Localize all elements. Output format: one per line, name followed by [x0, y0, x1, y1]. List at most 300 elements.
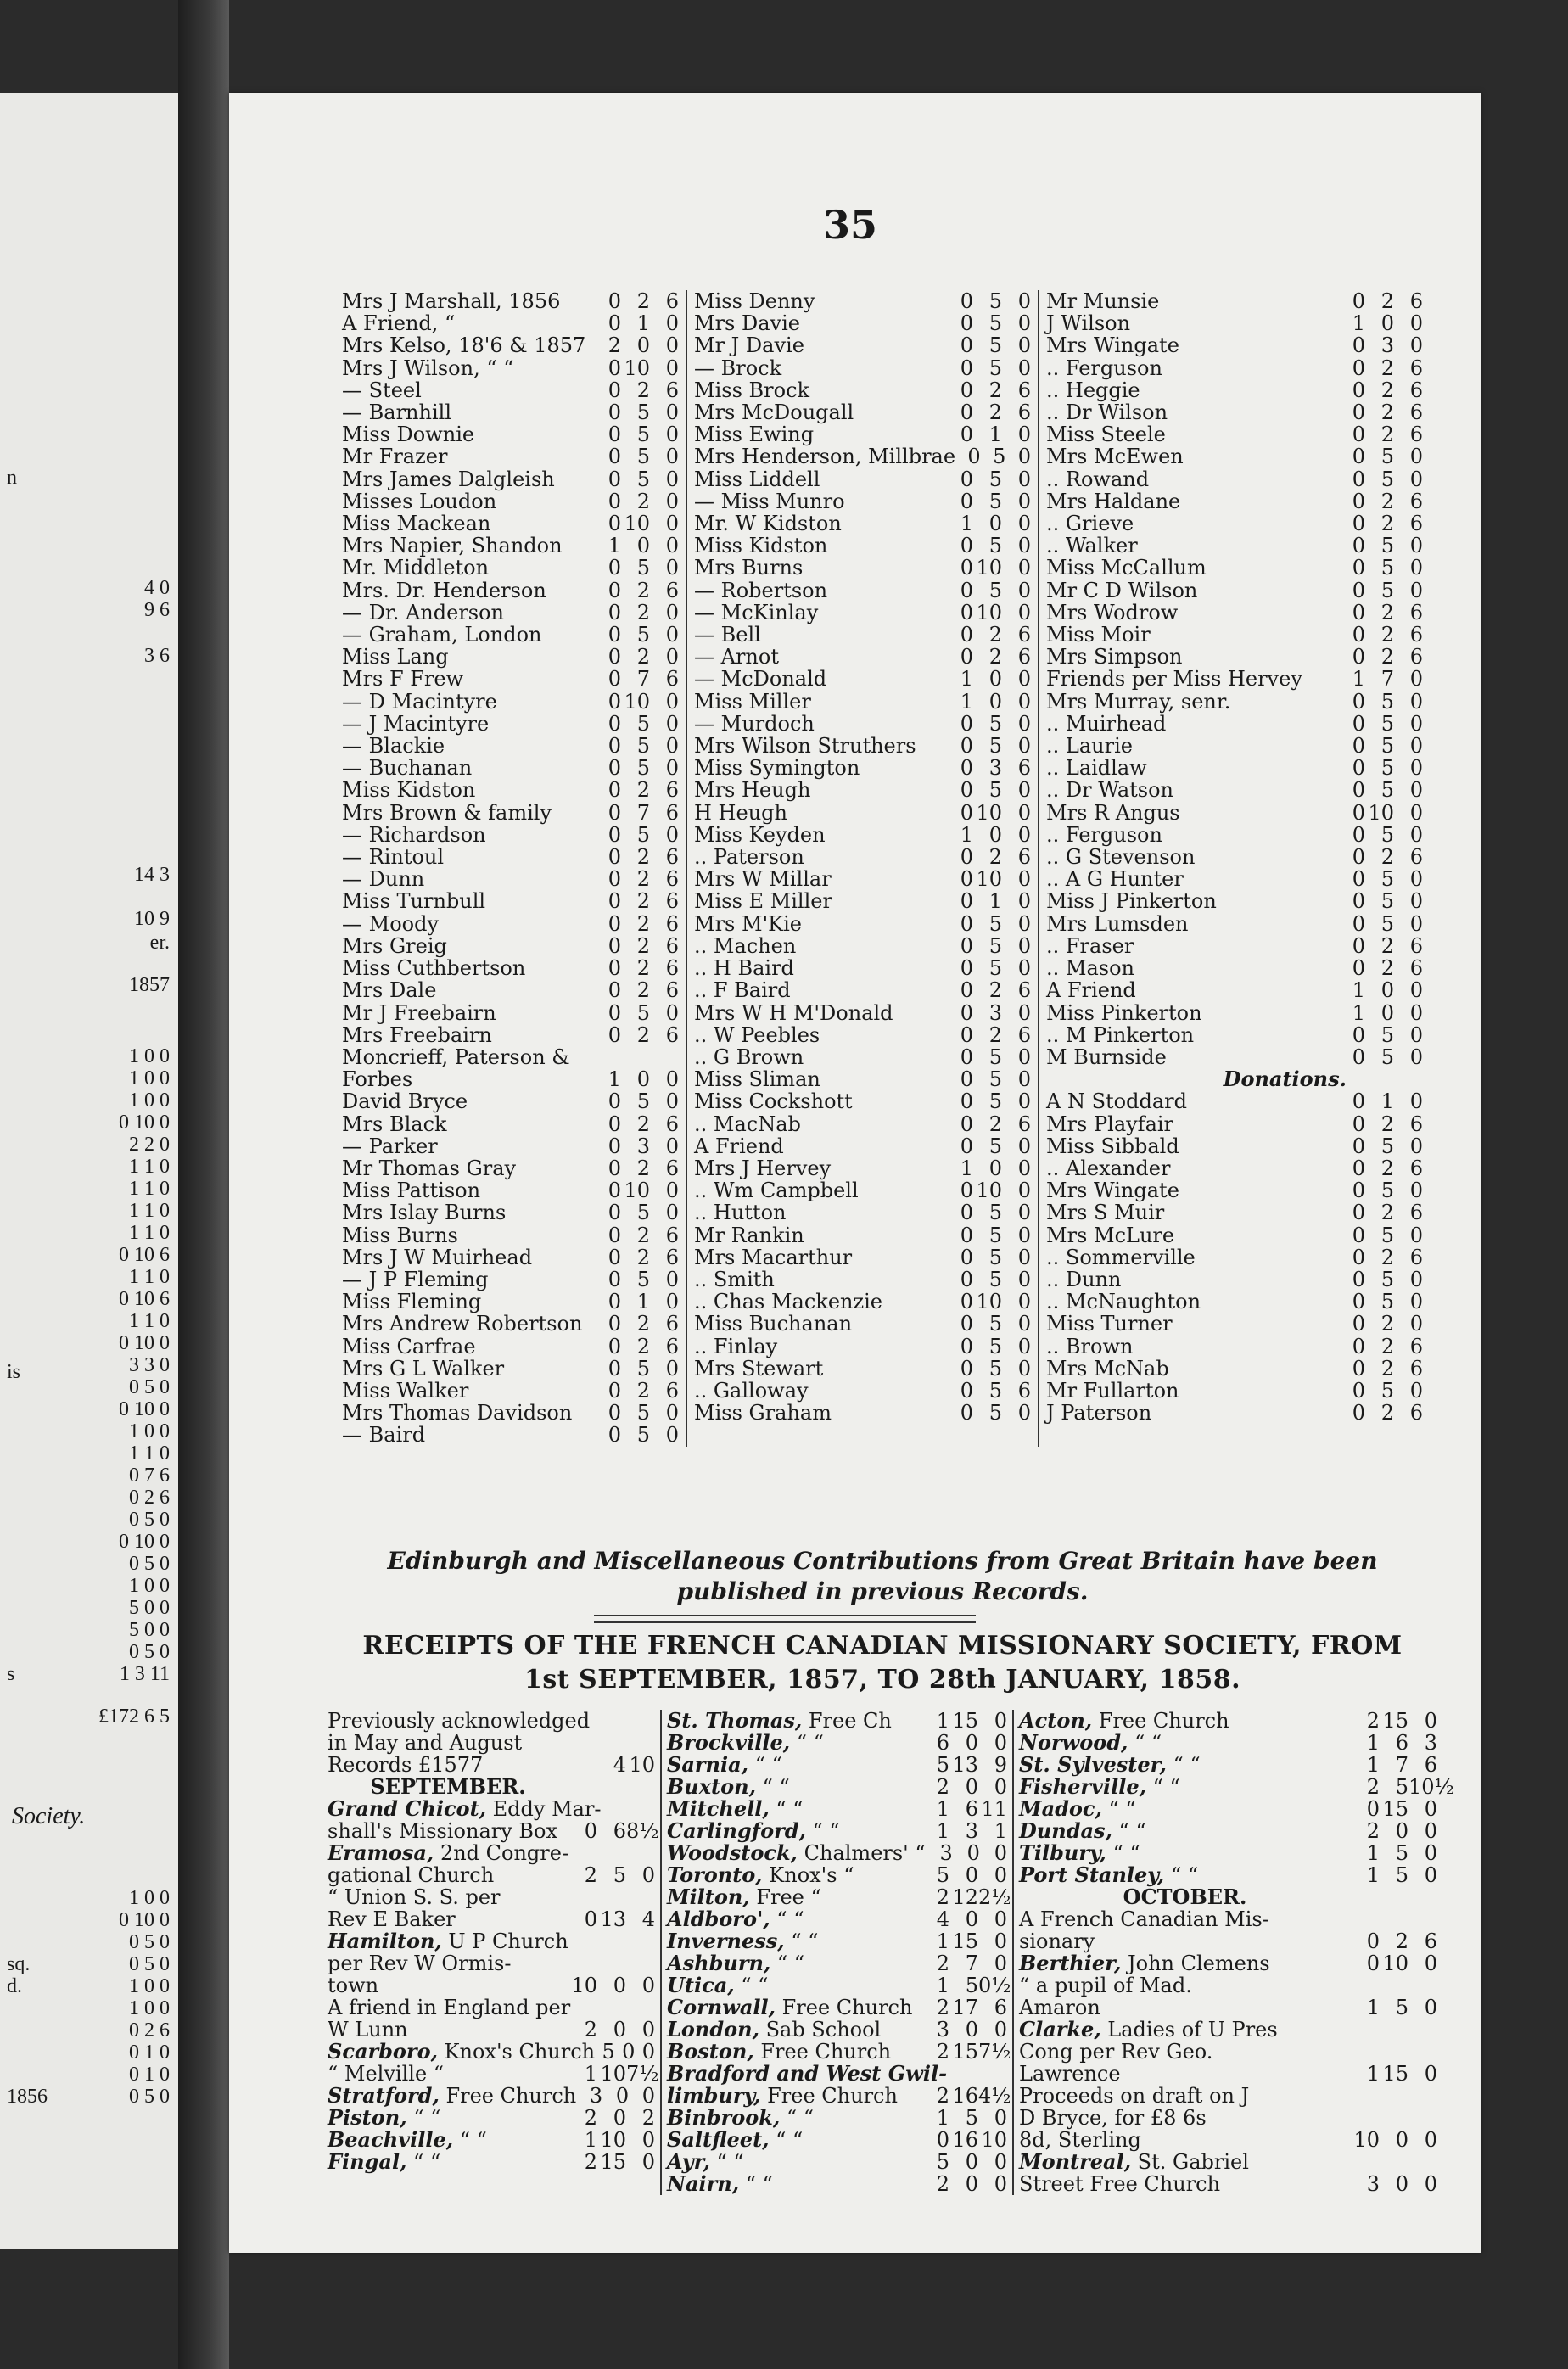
amount-shillings: 0 [615, 2084, 630, 2108]
amount-pounds: 0 [608, 933, 621, 958]
left-page-amount: 0 5 0 [129, 1553, 170, 1575]
amount-shillings: 10 [624, 356, 650, 380]
amount-pounds: 0 [608, 956, 621, 981]
amount-shillings: 5 [988, 1312, 1002, 1336]
receipt-source: Boston, Free Church [667, 2039, 892, 2064]
amount-pence: 0 [665, 1401, 679, 1425]
amount-shillings: 0 [965, 1731, 978, 1755]
contributor-name: .. Grieve [1046, 512, 1134, 536]
list-item [694, 779, 1031, 801]
amount-pence: 0 [1017, 1334, 1031, 1358]
contributor-name: Moncrieff, Paterson & [342, 1044, 570, 1069]
amount-pence [1408, 1974, 1437, 1997]
amount-pence: 6 [1409, 356, 1423, 380]
receipt-source: A friend in England per [328, 1996, 571, 2019]
amount-pence: 0 [1409, 800, 1423, 825]
amount-pence: 0 [665, 822, 679, 847]
amount-pence: 0 [1424, 1819, 1437, 1843]
contributor-name: A Friend [694, 1134, 784, 1158]
amount-pence: 0 [994, 2150, 1007, 2174]
amount-shillings: 15 [600, 2150, 626, 2174]
contributor-name: Miss Turner [1046, 1312, 1173, 1336]
receipt-item [667, 1842, 1007, 1864]
list-item [694, 735, 1031, 757]
amount-shillings: 2 [988, 400, 1002, 425]
amount-pence: 0 [1017, 289, 1031, 313]
list-item [342, 1336, 679, 1358]
receipt-item [328, 2129, 655, 2151]
list-item [694, 1179, 1031, 1201]
list-item [342, 468, 679, 490]
amount-shillings: 5 [1380, 467, 1394, 491]
amount-pence: 0 [665, 756, 679, 781]
contributor-name: Mrs Haldane [1046, 489, 1181, 513]
amount-shillings: 5 [636, 423, 650, 447]
amount-pounds: 10 [571, 1974, 597, 1997]
receipt-source: Sarnia, “ “ [667, 1752, 782, 1777]
amount-pounds: 0 [608, 556, 621, 580]
amount-shillings: 15 [1382, 1709, 1408, 1733]
amount-pounds [1351, 1886, 1380, 1908]
amount-shillings: 0 [1380, 311, 1394, 336]
amount-pounds: 10 [1353, 2128, 1380, 2152]
list-item [342, 1246, 679, 1269]
amount-shillings: 5 [1395, 1863, 1408, 1887]
amount-pounds: 0 [608, 1312, 621, 1336]
list-item [694, 1224, 1031, 1246]
amount-pence [1408, 2085, 1437, 2107]
contributor-name: — McDonald [694, 667, 827, 692]
amount-shillings: 0 [988, 822, 1002, 847]
amount-shillings: 2 [988, 645, 1002, 669]
amount-pounds: 0 [608, 311, 621, 336]
receipts-column-2 [662, 1710, 1014, 2195]
amount-shillings: 3 [988, 1000, 1002, 1025]
contributor-name: — Steel [342, 378, 422, 402]
list-item [694, 357, 1031, 379]
left-page-amount: 5 0 0 [129, 1619, 170, 1641]
month-heading [328, 1776, 655, 1798]
receipt-source: Grand Chicot, Eddy Mar- [328, 1796, 602, 1821]
place-name: Utica, [667, 1973, 735, 1997]
receipt-item [667, 1754, 1007, 1776]
amount-pounds: 0 [960, 1378, 973, 1403]
amount-shillings: 0 [966, 1841, 980, 1865]
contributor-name: Mrs Freebairn [342, 1022, 492, 1047]
place-name: Piston, [328, 2105, 407, 2130]
amount-pounds [1351, 2019, 1380, 2041]
amount-pence: 6 [1017, 978, 1031, 1003]
list-item [1046, 535, 1423, 557]
amount-pounds: 1 [1366, 1731, 1380, 1755]
amount-shillings: 2 [636, 845, 650, 870]
list-item [694, 824, 1031, 846]
amount-pounds: 0 [960, 1089, 973, 1114]
receipt-source: Mitchell, “ “ [667, 1796, 804, 1821]
amount-shillings: 5 [988, 1201, 1002, 1225]
amount-pounds: 0 [1366, 1797, 1380, 1821]
amount-shillings: 12 [952, 1885, 978, 1909]
receipts-list [322, 1708, 1454, 2196]
amount-shillings: 10 [1368, 800, 1394, 825]
amount-pence: 0 [1409, 445, 1423, 469]
amount-shillings: 5 [636, 711, 650, 736]
list-item [342, 979, 679, 1001]
list-item [342, 1224, 679, 1246]
amount-pounds: 0 [1366, 1952, 1380, 1975]
contributor-name: .. W Peebles [694, 1022, 820, 1047]
receipt-source: Carlingford, “ “ [667, 1818, 840, 1843]
contributor-name: Mr Rankin [694, 1223, 804, 1247]
amount-pounds: 1 [584, 2062, 597, 2086]
amount-pence: 0 [1017, 445, 1031, 469]
receipt-item [328, 1952, 655, 1974]
receipt-source: Lawrence [1019, 2062, 1121, 2086]
amount-pounds [568, 1754, 597, 1776]
amount-pounds: 0 [608, 1356, 621, 1381]
list-item [694, 1090, 1031, 1112]
contributor-name: Miss Denny [694, 289, 815, 313]
contributor-name: Miss Sibbald [1046, 1134, 1179, 1158]
amount-shillings: 5 [1380, 556, 1394, 580]
amount-pounds: 0 [608, 445, 621, 469]
list-item [1046, 1358, 1423, 1380]
receipt-item [1019, 2019, 1437, 2041]
receipt-item [328, 1864, 655, 1886]
place-name: Toronto, [667, 1862, 763, 1887]
amount-pence: 0 [665, 600, 679, 624]
list-item [1046, 334, 1423, 356]
amount-pounds: 2 [608, 333, 621, 358]
amount-pence: 0 [665, 1290, 679, 1314]
left-page-amount: 1 1 0 [129, 1310, 170, 1332]
amount-shillings: 0 [613, 2018, 626, 2041]
receipt-source: Acton, Free Church [1019, 1708, 1229, 1733]
left-page-amount: 1 1 0 [129, 1222, 170, 1244]
amount-pence: 10½ [1408, 1775, 1454, 1799]
receipt-item [1019, 1952, 1437, 1974]
amount-pence: 6 [665, 667, 679, 692]
amount-pence: 0 [1409, 756, 1423, 781]
contributor-name: Mr Fullarton [1046, 1378, 1179, 1403]
amount-pounds: 0 [1352, 1290, 1365, 1314]
amount-pence: 0 [1409, 1290, 1423, 1314]
amount-shillings [612, 1710, 634, 1732]
contributor-name: Mr Munsie [1046, 289, 1160, 313]
amount-shillings: 2 [1380, 1156, 1394, 1180]
left-page-amount: 1 0 0 [129, 1045, 170, 1067]
amount-shillings: 5 [988, 1401, 1002, 1425]
amount-pounds: 0 [960, 756, 973, 781]
amount-pence: 6 [1409, 1334, 1423, 1358]
contributor-name: Mrs Davie [694, 311, 800, 336]
amount-shillings: 0 [1380, 978, 1394, 1003]
list-item [342, 1179, 679, 1201]
amount-pence: 0 [641, 2128, 655, 2152]
amount-pounds: 1 [936, 2106, 949, 2130]
amount-shillings: 2 [636, 1378, 650, 1403]
contributor-name: Mrs Thomas Davidson [342, 1401, 573, 1425]
amount-shillings: 5 [636, 1089, 650, 1114]
contributor-name: — J P Fleming [342, 1267, 489, 1291]
list-item [342, 334, 679, 356]
amount-shillings: 5 [988, 1223, 1002, 1247]
amount-pence: 0 [994, 2018, 1007, 2041]
amount-shillings: 5 [636, 400, 650, 425]
amount-shillings: 5 [1380, 689, 1394, 714]
receipt-source: Clarke, Ladies of U Pres [1019, 2017, 1278, 2041]
amount-shillings: 3 [988, 756, 1002, 781]
receipt-item [1019, 1842, 1437, 1864]
amount-pounds [568, 1776, 597, 1798]
place-name: Aldboro', [667, 1907, 770, 1931]
contributor-name: — Brock [694, 356, 782, 380]
list-item [694, 535, 1031, 557]
amount-pounds: 0 [1352, 1201, 1365, 1225]
receipt-item [667, 1732, 1007, 1754]
amount-shillings: 0 [613, 2106, 626, 2130]
amount-pence: 6 [1409, 423, 1423, 447]
amount-shillings: 2 [636, 289, 650, 313]
list-item [694, 1113, 1031, 1135]
amount-pounds: 0 [1352, 822, 1365, 847]
amount-pence: 0 [1017, 1245, 1031, 1269]
amount-pounds: 5 [936, 1753, 949, 1777]
receipt-item [1019, 2041, 1437, 2063]
left-page-amount: 0 10 0 [119, 1332, 170, 1354]
amount-pounds: 2 [936, 1885, 949, 1909]
amount-pence: 0 [1409, 867, 1423, 892]
amount-pence: 6 [1409, 1156, 1423, 1180]
notice-text: Edinburgh and Miscellaneous Contributions from Great Britain have been published in previous Records. [387, 1547, 1378, 1605]
contributor-name: Mrs. Dr. Henderson [342, 578, 546, 602]
amount-pounds [1351, 2151, 1380, 2173]
place-name: London, [667, 2017, 759, 2041]
contributor-name: Mr C D Wilson [1046, 578, 1198, 602]
amount-pounds: 0 [1352, 867, 1365, 892]
list-item [694, 1291, 1031, 1313]
list-item [1046, 379, 1423, 401]
amount-pounds: 0 [960, 845, 973, 870]
receipt-item [328, 1819, 659, 1843]
amount-pounds: 0 [608, 778, 621, 803]
amount-pounds: 2 [936, 1952, 949, 1975]
contributor-name: Mrs Black [342, 1112, 447, 1136]
receipt-item [328, 1732, 655, 1754]
contributor-name: Miss Pattison [342, 1179, 481, 1203]
left-page-text: n [7, 467, 17, 489]
contributor-name: — Murdoch [694, 711, 815, 736]
amount-shillings: 6 [613, 1819, 626, 1843]
amount-shillings: 5 [988, 1089, 1002, 1114]
amount-pence: 0 [1424, 1863, 1437, 1887]
amount-pence: 6 [1017, 623, 1031, 647]
amount-pounds: 0 [608, 623, 621, 647]
receipt-item [1019, 1754, 1437, 1776]
amount-pounds [1351, 1908, 1380, 1930]
receipt-item [328, 1974, 655, 1997]
receipt-source: sionary [1019, 1929, 1095, 1953]
amount-pounds: 0 [960, 933, 973, 958]
amount-pence: 0 [1017, 1223, 1031, 1247]
list-item [694, 1246, 1031, 1269]
list-item [342, 512, 679, 535]
amount-pounds: 0 [1352, 600, 1365, 624]
contributor-name: .. Heggie [1046, 378, 1140, 402]
amount-shillings: 5 [636, 445, 650, 469]
amount-pence: 0 [665, 1067, 679, 1092]
contributor-name: Miss Walker [342, 1378, 469, 1403]
list-item [1046, 1135, 1423, 1157]
place-name: Acton, [1019, 1708, 1093, 1733]
amount-pence: 0 [665, 489, 679, 513]
receipt-source: “ a pupil of Mad. [1019, 1974, 1192, 1997]
amount-shillings: 7 [965, 1952, 978, 1975]
amount-pounds: 0 [1352, 933, 1365, 958]
place-name: St. Sylvester, [1019, 1752, 1167, 1777]
amount-pounds: 0 [1352, 333, 1365, 358]
amount-pounds: 0 [608, 734, 621, 759]
amount-pence: 0 [1017, 778, 1031, 803]
place-name: limbury, [667, 2083, 761, 2108]
contributor-name: Mrs J W Muirhead [342, 1245, 533, 1269]
amount-shillings: 5 [1395, 1996, 1408, 2019]
receipt-item [667, 2083, 1011, 2108]
amount-pounds: 0 [1352, 534, 1365, 558]
amount-pounds: 0 [960, 423, 973, 447]
amount-shillings: 13 [952, 1753, 978, 1777]
place-name: Fingal, [328, 2149, 407, 2174]
amount-shillings: 0 [636, 534, 650, 558]
amount-shillings: 2 [636, 867, 650, 892]
amount-shillings: 2 [988, 978, 1002, 1003]
amount-shillings [597, 1886, 626, 1908]
contributions-column-1 [335, 290, 687, 1447]
receipt-item [667, 2039, 1011, 2064]
amount-shillings: 2 [636, 956, 650, 981]
amount-pounds [568, 1842, 597, 1864]
amount-pence [637, 1798, 655, 1820]
amount-shillings: 5 [1380, 734, 1394, 759]
amount-pence [626, 1732, 655, 1754]
amount-pounds: 0 [1352, 1112, 1365, 1136]
list-item [694, 312, 1031, 334]
place-name: Berthier, [1019, 1951, 1122, 1975]
left-page-text: Society. [12, 1803, 86, 1829]
list-item [342, 1313, 679, 1335]
receipt-item [328, 1997, 655, 2019]
contributor-name: .. Smith [694, 1267, 775, 1291]
amount-pounds: 0 [1352, 400, 1365, 425]
amount-shillings: 2 [636, 1223, 650, 1247]
amount-pounds: 0 [960, 333, 973, 358]
amount-shillings [621, 1046, 650, 1068]
contributor-name: Miss E Miller [694, 889, 832, 914]
amount-shillings: 2 [636, 378, 650, 402]
contributor-name: Forbes [342, 1067, 413, 1092]
contributor-name: — McKinlay [694, 600, 819, 624]
contributor-name: Mr. Middleton [342, 556, 490, 580]
left-page-amount: 1 1 0 [129, 1266, 170, 1288]
amount-pence: 6 [1409, 1245, 1423, 1269]
amount-pounds: 0 [960, 1312, 973, 1336]
contributor-name: .. MacNab [694, 1112, 801, 1136]
amount-pence: 0 [994, 2172, 1007, 2196]
contributor-name: Miss Keyden [694, 822, 826, 847]
amount-shillings: 5 [988, 489, 1002, 513]
amount-pence: 0 [1409, 689, 1423, 714]
amount-pounds: 0 [960, 978, 973, 1003]
receipt-source: limbury, Free Church [667, 2083, 898, 2108]
amount-pounds: 0 [1352, 800, 1365, 825]
amount-pounds: 0 [608, 756, 621, 781]
contributor-name: .. Laurie [1046, 734, 1133, 759]
amount-pounds: 5 [602, 2040, 615, 2064]
amount-pence: 0 [1424, 1841, 1437, 1865]
list-item [342, 535, 679, 557]
amount-pounds: 0 [1352, 489, 1365, 513]
amount-shillings: 5 [1380, 889, 1394, 914]
amount-pence: 0 [1409, 778, 1423, 803]
amount-shillings: 7 [636, 800, 650, 825]
left-page-amount: 1857 [129, 974, 170, 996]
amount-pounds [1351, 1974, 1380, 1997]
amount-pence: 6 [1409, 1356, 1423, 1381]
amount-shillings: 2 [1380, 423, 1394, 447]
contributor-name: Mrs Macarthur [694, 1245, 853, 1269]
amount-shillings: 5 [988, 1356, 1002, 1381]
list-item [1046, 312, 1423, 334]
amount-pence: 0 [1017, 578, 1031, 602]
amount-shillings: 5 [1380, 822, 1394, 847]
amount-pounds: 0 [1352, 956, 1365, 981]
amount-shillings: 1 [636, 311, 650, 336]
amount-shillings [1380, 2041, 1408, 2063]
amount-pence: 0 [641, 1863, 655, 1887]
amount-pounds: 0 [960, 356, 973, 380]
receipt-source: Brockville, “ “ [667, 1730, 824, 1755]
amount-shillings: 5 [1380, 1267, 1394, 1291]
amount-pence: 6 [1409, 645, 1423, 669]
page-number: 35 [823, 202, 878, 248]
receipt-source: Stratford, Free Church [328, 2083, 577, 2108]
left-page-amount: 1 0 0 [129, 1420, 170, 1442]
amount-pence: 0 [994, 1775, 1007, 1799]
receipt-item [1019, 2063, 1437, 2085]
list-item [342, 1068, 679, 1090]
amount-pounds: 0 [960, 800, 973, 825]
left-page-amount: 0 5 0 [129, 1931, 170, 1953]
amount-pounds: 0 [1366, 1929, 1380, 1953]
amount-shillings: 5 [965, 1974, 978, 1997]
list-item [1046, 890, 1423, 912]
list-item [694, 668, 1031, 690]
amount-pence: 6 [1409, 956, 1423, 981]
amount-shillings: 2 [1380, 400, 1394, 425]
amount-shillings: 2 [636, 645, 650, 669]
contributor-name: Mrs Greig [342, 933, 447, 958]
list-item [694, 334, 1031, 356]
amount-shillings: 2 [636, 911, 650, 936]
contributor-name: — J Macintyre [342, 711, 490, 736]
contributor-name: Mrs R Angus [1046, 800, 1180, 825]
amount-pounds: 0 [1352, 378, 1365, 402]
amount-pounds: 0 [1352, 1334, 1365, 1358]
amount-pounds: 0 [608, 1401, 621, 1425]
amount-pence: 0 [665, 623, 679, 647]
receipt-item [1019, 2151, 1437, 2173]
amount-pence: 0 [1017, 956, 1031, 981]
